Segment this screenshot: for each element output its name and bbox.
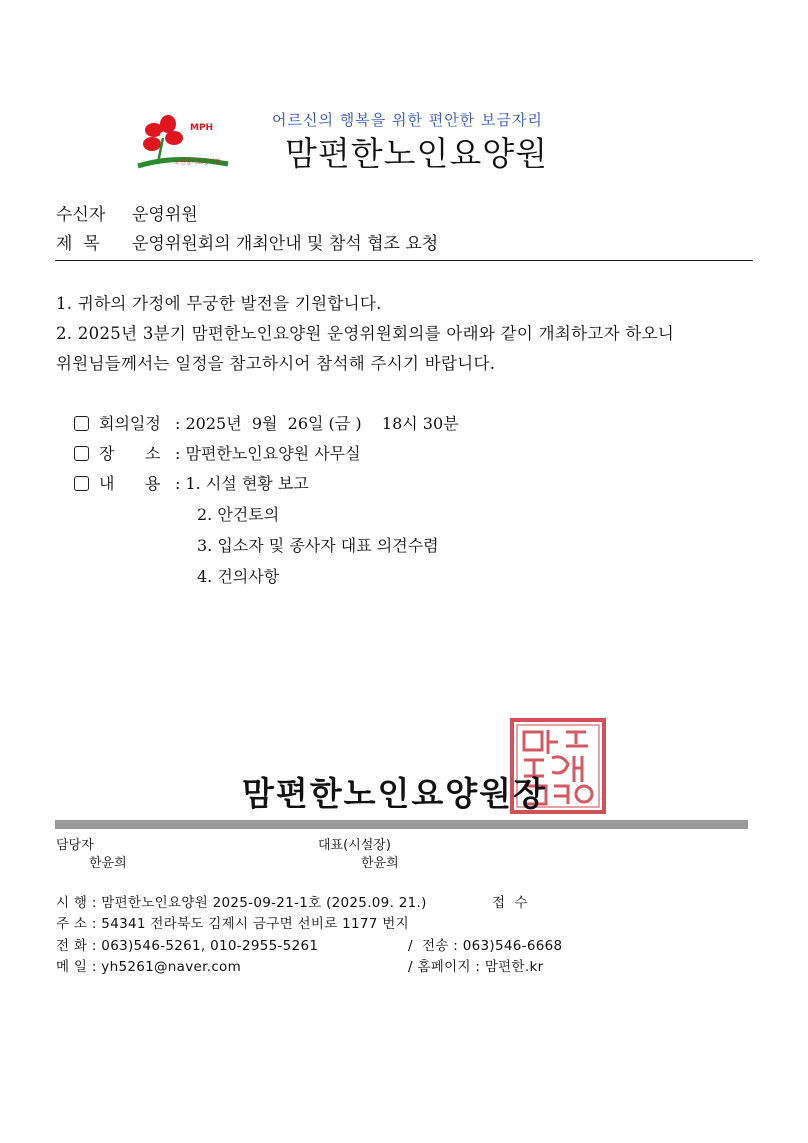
item-schedule-label: 회의일정 bbox=[99, 414, 161, 433]
subject-label: 제 목 bbox=[56, 234, 100, 254]
flower-icon bbox=[143, 115, 183, 164]
item-separator: : bbox=[175, 414, 181, 433]
footer-divider bbox=[55, 820, 748, 829]
organization-logo bbox=[136, 114, 236, 174]
item-place-value: 맘편한노인요양원 사무실 bbox=[185, 444, 361, 463]
director-label: 대표(시설장) bbox=[318, 838, 391, 853]
content-subitem: 4. 건의사항 bbox=[197, 567, 280, 586]
checkbox-icon bbox=[74, 416, 89, 431]
content-subitem: 2. 안건토의 bbox=[197, 505, 280, 524]
organization-name: 맘편한노인요양원 bbox=[285, 134, 549, 173]
item-place bbox=[74, 441, 361, 464]
logo-subtext: 노인장기요양기관 bbox=[174, 159, 221, 166]
recipient-value: 운영위원 bbox=[132, 205, 198, 225]
recipient-label: 수신자 bbox=[56, 205, 106, 225]
recipient-line bbox=[56, 200, 198, 225]
checkbox-icon bbox=[74, 476, 89, 491]
item-content-label: 내 용 bbox=[99, 474, 161, 493]
fax: / 전송 : 063)546-6668 bbox=[408, 938, 563, 954]
paragraph-2-cont: 위원님들께서는 일정을 참고하시어 참석해 주시기 바랍니다. bbox=[56, 354, 496, 373]
content-subitem: 3. 입소자 및 종사자 대표 의견수렴 bbox=[197, 536, 439, 555]
handler-name: 한윤희 bbox=[89, 856, 127, 871]
checkbox-icon bbox=[74, 446, 89, 461]
email: 메 일 : yh5261@naver.com bbox=[56, 959, 242, 975]
logo-mph-text: MPH bbox=[190, 123, 214, 133]
receipt-label: 접 수 bbox=[492, 895, 528, 911]
header-divider bbox=[55, 260, 753, 261]
subject-value: 운영위원회의 개최안내 및 참석 협조 요청 bbox=[132, 234, 439, 254]
phone: 전 화 : 063)546-5261, 010-2955-5261 bbox=[56, 938, 319, 954]
item-content bbox=[74, 471, 309, 494]
address: 주 소 : 54341 전라북도 김제시 금구면 선비로 1177 번지 bbox=[56, 916, 409, 932]
signature-title: 맘편한노인요양원장 bbox=[242, 774, 547, 813]
handler-label: 담당자 bbox=[56, 838, 94, 853]
item-separator: : bbox=[175, 474, 181, 493]
director-name: 한윤희 bbox=[361, 856, 399, 871]
homepage: / 홈페이지 : 맘편한.kr bbox=[408, 959, 544, 975]
item-place-label: 장 소 bbox=[99, 444, 161, 463]
subject-line bbox=[56, 229, 438, 254]
paragraph-2: 2. 2025년 3분기 맘편한노인요양원 운영위원회의를 아래와 같이 개최하고자 하오니 bbox=[56, 324, 675, 343]
item-content-value: 1. 시설 현황 보고 bbox=[185, 474, 309, 493]
slogan: 어르신의 행복을 위한 편안한 보금자리 bbox=[272, 111, 543, 129]
document-number: 시 행 : 맘편한노인요양원 2025-09-21-1호 (2025.09. 21.) bbox=[56, 895, 427, 911]
item-schedule-value: 2025년 9월 26일 (금 ) 18시 30분 bbox=[185, 414, 459, 433]
item-schedule bbox=[74, 411, 459, 434]
paragraph-1: 1. 귀하의 가정에 무궁한 발전을 기원합니다. bbox=[56, 294, 382, 313]
item-separator: : bbox=[175, 444, 181, 463]
